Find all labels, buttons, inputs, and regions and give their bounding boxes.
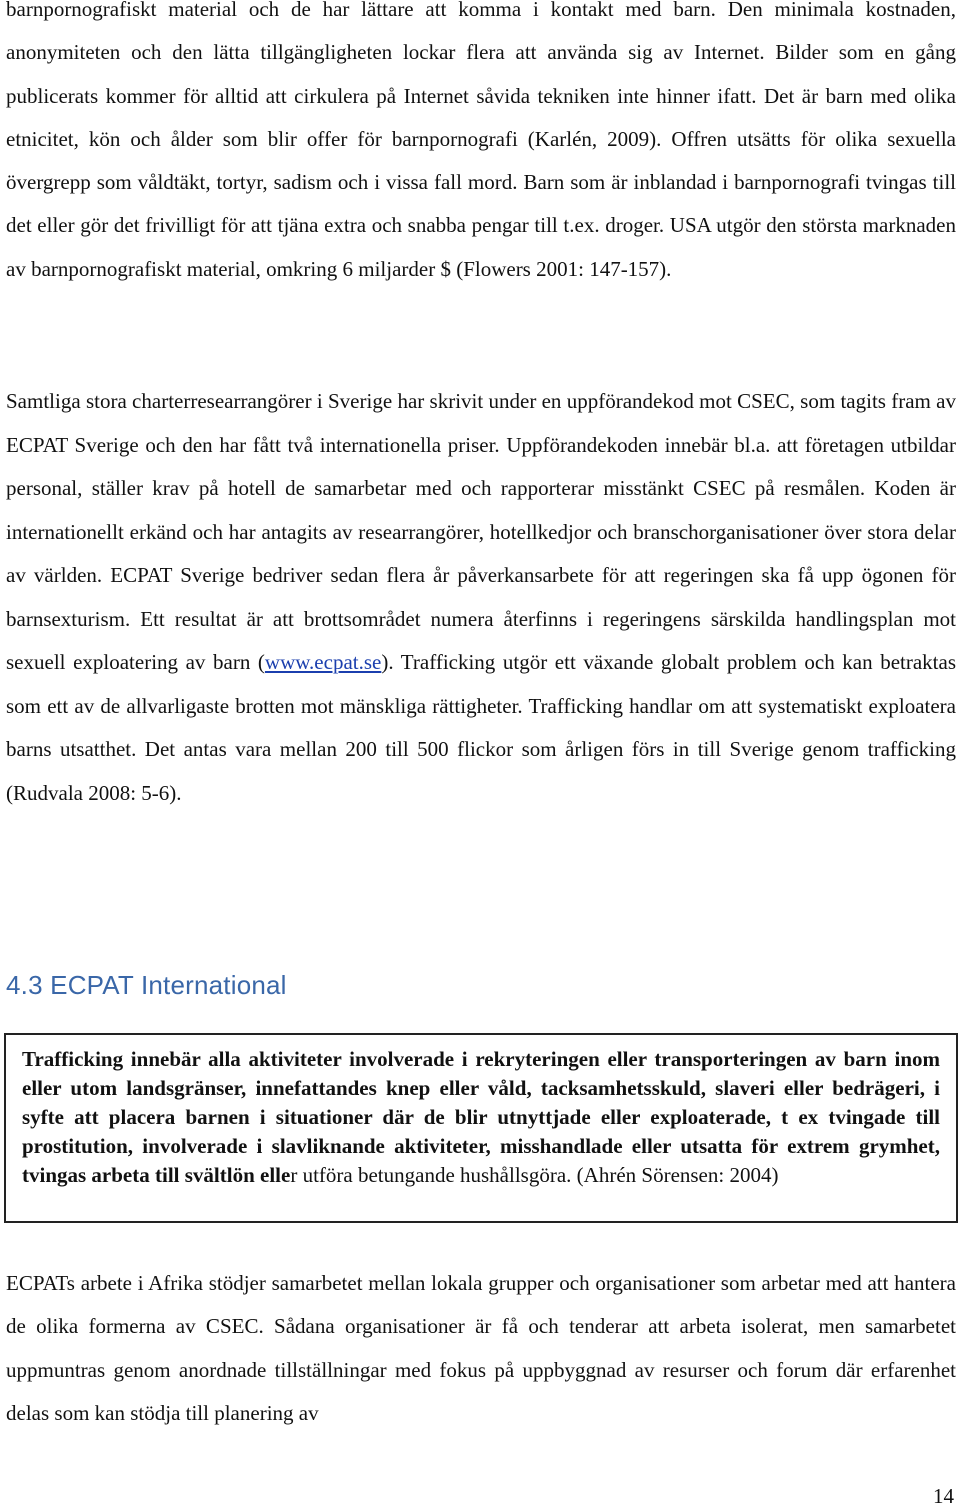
definition-bold-text: Trafficking innebär alla aktiviteter involverade i rekryteringen eller transporteringen av barn inom eller utom landsgränser, innefattandes knep eller våld, tacksamhetsskuld, slaveri eller bedrägeri, i syfte att placera barnen i situationer där de blir utnyttjade eller exploaterade, t ex tvingade till prostitution, involverade i slavliknande aktiviteter, misshandlade eller utsatta för extrem grymhet, tvingas arbeta till svältlön elle bbox=[22, 1047, 940, 1187]
section-heading: 4.3 ECPAT International bbox=[6, 970, 287, 1000]
definition-citation: (Ahrén Sörensen: 2004) bbox=[571, 1163, 779, 1187]
paragraph-text-after-link: ). Trafficking utgör ett växande globalt problem och kan betraktas som ett av de allvarligaste brotten mot mänskliga rättigheter. Trafficking handlar om att systematiskt exploatera barns utsatthet. Det antas vara mellan 200 till 500 flickor som årligen förs in till Sverige genom trafficking (Rudvala 2008: 5-6). bbox=[6, 650, 957, 805]
trafficking-definition-box bbox=[4, 1033, 958, 1223]
trafficking-definition-text bbox=[22, 1045, 940, 1190]
definition-normal-text: r utföra betungande hushållsgöra. bbox=[290, 1163, 572, 1187]
paragraph-text-before-link: Samtliga stora charterresearrangörer i Sverige har skrivit under en uppförandekod mot CSEC, som tagits fram av ECPAT Sverige och den har fått två internationella priser. Uppförandekoden innebär bl.a. att företagen utbildar personal, ställer krav på hotell de samarbetar med och rapporterar misstänkt CSEC på resmålen. Koden är internationellt erkänd och har antagits av researrangörer, hotellkedjor och branschorganisationer över stora delar av världen. ECPAT Sverige bedriver sedan flera år påverkansarbete för att regeringen ska få upp ögonen för barnsexturism. Ett resultat är att brottsområdet numera återfinns i regeringens särskilda handlingsplan mot sexuell exploatering av barn ( bbox=[6, 389, 956, 674]
ecpat-link[interactable]: www.ecpat.se bbox=[264, 650, 382, 674]
paragraph-ecpat-sweden bbox=[6, 380, 956, 815]
page-number: 14 bbox=[933, 1484, 954, 1508]
paragraph-ecpat-africa: ECPATs arbete i Afrika stödjer samarbetet mellan lokala grupper och organisationer som arbetar med att hantera de olika formerna av CSEC. Sådana organisationer är få och tenderar att arbeta isolerat, men samarbetet uppmuntras genom anordnade tillställningar med fokus på uppbyggnad av resurser och forum där erfarenhet delas som kan stödja till planering av bbox=[6, 1271, 956, 1425]
paragraph-internet-childporn: barnpornografiskt material och de har lättare att komma i kontakt med barn. Den minimala kostnaden, anonymiteten och den lätta tillgängligheten lockar flera att använda sig av Internet. Bilder som en gång publicerats kommer för alltid att cirkulera på Internet såvida tekniken inte hinner ifatt. Det är barn med olika etnicitet, kön och ålder som blir offer för barnpornografi (Karlén, 2009). Offren utsätts för olika sexuella övergrepp som våldtäkt, tortyr, sadism och i vissa fall mord. Barn som är inblandad i barnpornografi tvingas till det eller gör det frivilligt för att tjäna extra och snabba pengar till t.ex. droger. USA utgör den största marknaden av barnpornografiskt material, omkring 6 miljarder $ (Flowers 2001: 147-157). bbox=[6, 0, 956, 281]
